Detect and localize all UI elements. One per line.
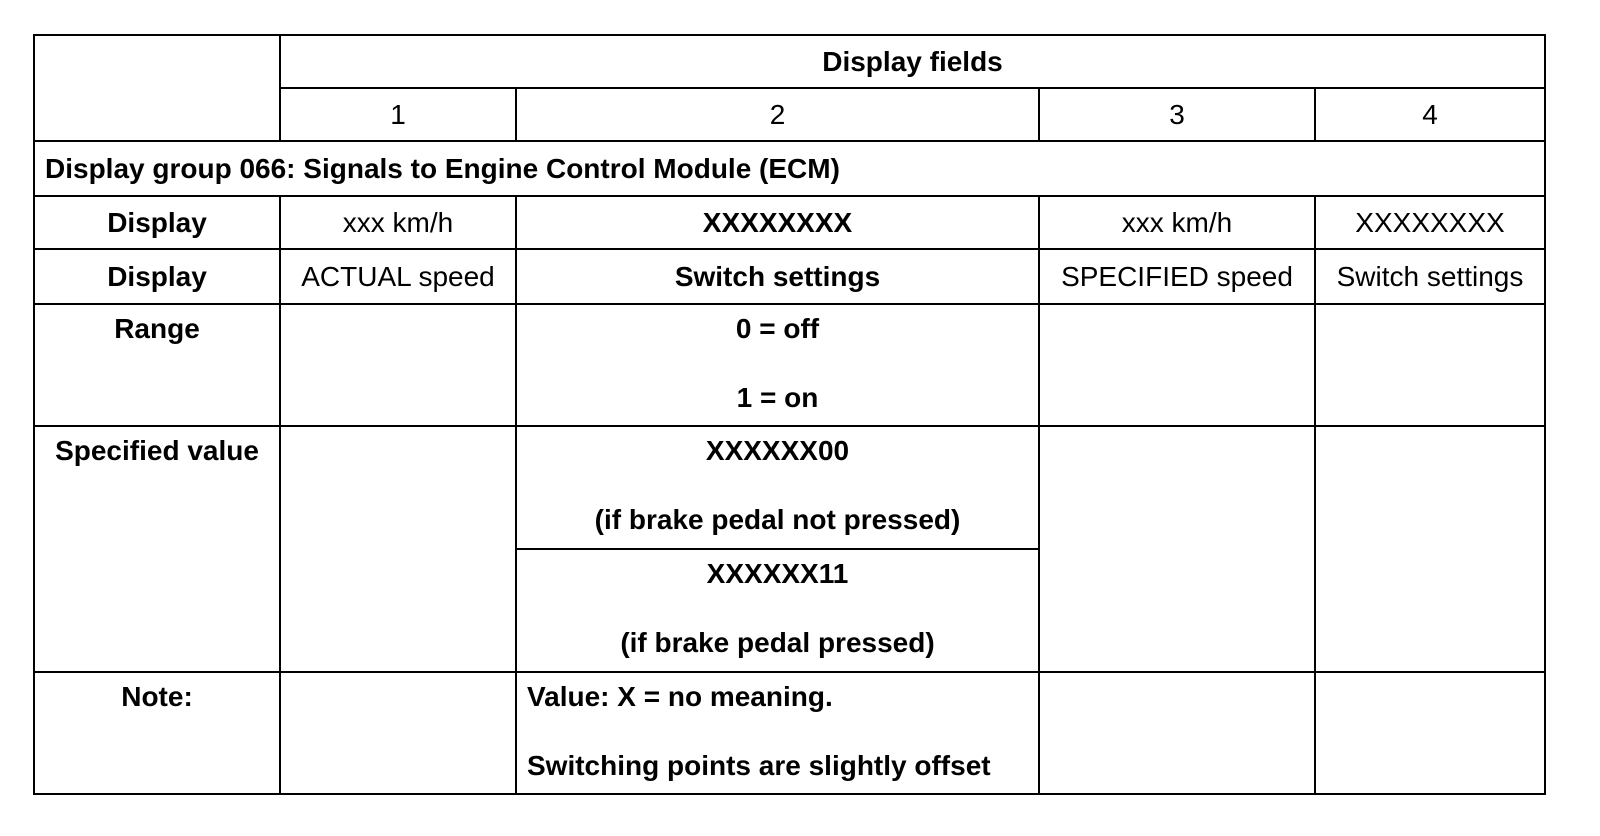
- note-field-2: [516, 672, 1039, 794]
- row-label-note: Note:: [34, 672, 280, 794]
- display-name-field-4: Switch settings: [1315, 249, 1545, 304]
- display-fields-header: Display fields: [280, 35, 1545, 88]
- header-corner-cell: [34, 35, 280, 141]
- specified-value-not-pressed: [516, 426, 1039, 549]
- specified-condition-text-2: (if brake pedal pressed): [620, 627, 935, 658]
- display-name-field-1: ACTUAL speed: [280, 249, 516, 304]
- range-field-4: [1315, 304, 1545, 426]
- field-number-2: 2: [516, 88, 1039, 141]
- display-name-field-3: SPECIFIED speed: [1039, 249, 1315, 304]
- range-off-text: 0 = off: [735, 313, 820, 344]
- specified-value-text-1: XXXXXX00: [705, 435, 850, 466]
- range-field-3: [1039, 304, 1315, 426]
- specified-field-4: [1315, 426, 1545, 672]
- specified-field-3: [1039, 426, 1315, 672]
- display-group-table: [33, 34, 1546, 795]
- field-number-3: 3: [1039, 88, 1315, 141]
- display-group-title: Display group 066: Signals to Engine Control Module (ECM): [34, 141, 1545, 196]
- row-label-display-2: Display: [34, 249, 280, 304]
- group-row: [34, 141, 1545, 196]
- specified-condition-text-1: (if brake pedal not pressed): [594, 504, 961, 535]
- header-row-title: [34, 35, 1545, 88]
- note-field-3: [1039, 672, 1315, 794]
- specified-field-1: [280, 426, 516, 672]
- row-label-specified-value: Specified value: [34, 426, 280, 672]
- note-text-2: Switching points are slightly offset: [527, 750, 991, 781]
- field-number-4: 4: [1315, 88, 1545, 141]
- note-row: [34, 672, 1545, 794]
- display-value-field-2: XXXXXXXX: [516, 196, 1039, 249]
- range-field-2: [516, 304, 1039, 426]
- display-row-values: [34, 196, 1545, 249]
- specified-value-text-2: XXXXXX11: [706, 558, 849, 589]
- range-on-text: 1 = on: [736, 382, 819, 413]
- row-label-range: Range: [34, 304, 280, 426]
- note-text-1: Value: X = no meaning.: [527, 681, 833, 712]
- range-field-1: [280, 304, 516, 426]
- display-name-field-2: Switch settings: [516, 249, 1039, 304]
- display-value-field-4: XXXXXXXX: [1315, 196, 1545, 249]
- display-value-field-3: xxx km/h: [1039, 196, 1315, 249]
- note-field-1: [280, 672, 516, 794]
- note-field-4: [1315, 672, 1545, 794]
- display-row-names: [34, 249, 1545, 304]
- range-row: [34, 304, 1545, 426]
- row-label-display: Display: [34, 196, 280, 249]
- display-value-field-1: xxx km/h: [280, 196, 516, 249]
- specified-value-pressed: [516, 549, 1039, 672]
- specified-value-row-1: [34, 426, 1545, 549]
- field-number-1: 1: [280, 88, 516, 141]
